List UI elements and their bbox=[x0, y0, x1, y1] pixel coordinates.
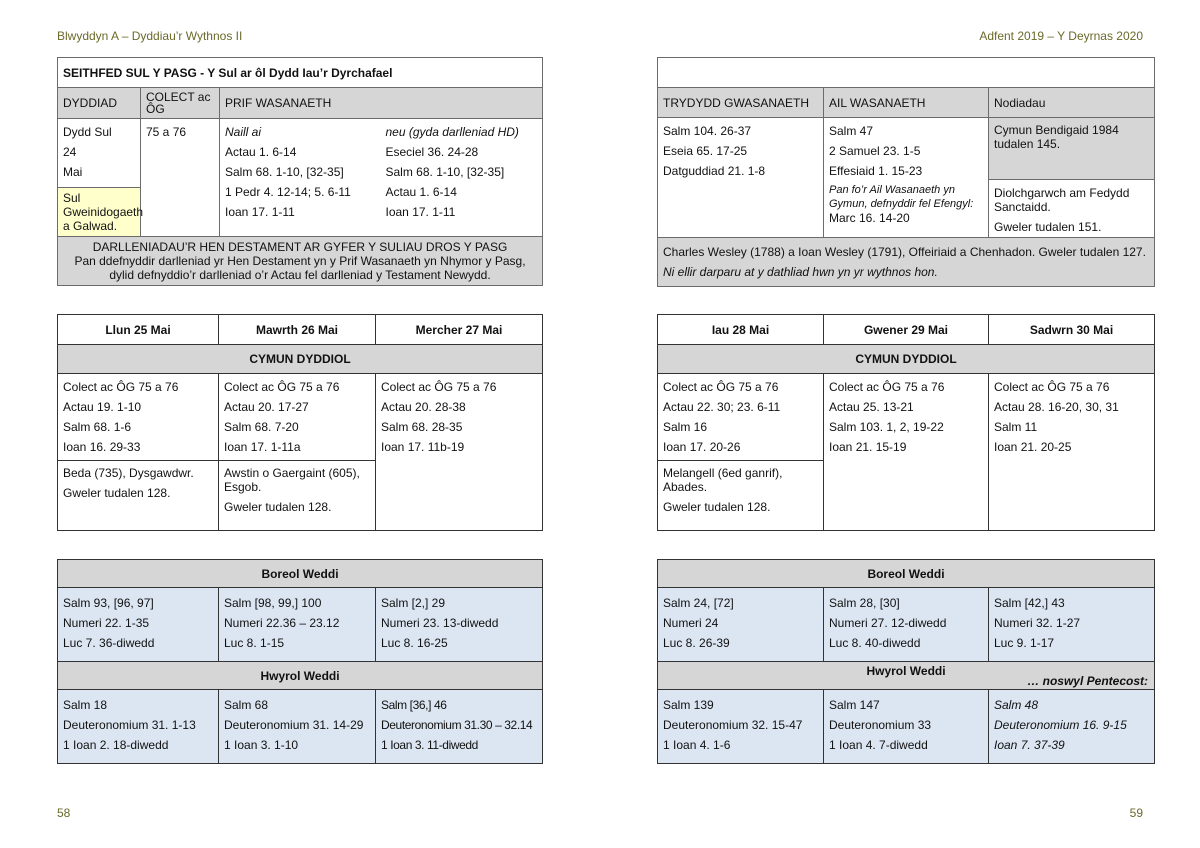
reading: Salm 18 bbox=[63, 698, 108, 712]
day-cell bbox=[219, 374, 376, 531]
second-service-gospel: Marc 16. 14-20 bbox=[829, 211, 910, 225]
day-cell bbox=[58, 374, 219, 531]
reading: Colect ac ÔG 75 a 76 bbox=[224, 380, 340, 394]
weekday-table-left bbox=[57, 314, 543, 531]
day-header: Llun 25 Mai bbox=[58, 315, 219, 345]
reading: Deuteronomium 31.30 – 32.14 bbox=[381, 718, 533, 732]
reading: Numeri 22. 1-35 bbox=[63, 616, 150, 630]
office-cell bbox=[989, 588, 1155, 662]
note-baptism-title: Diolchgarwch am Fedydd Sanctaidd. bbox=[994, 186, 1130, 214]
reading: Numeri 32. 1-27 bbox=[994, 616, 1081, 630]
commemoration-name: Awstin o Gaergaint (605), Esgob. bbox=[224, 466, 360, 494]
ot-note-text: Pan ddefnyddir darlleniad yr Hen Destament yn y Prif Wasanaeth yn Nhymor y Pasg, dylid defnyddio’r darlleniad o’r Actau fel darlleniad y Testament Newydd. bbox=[74, 254, 526, 282]
daily-eucharist-band: CYMUN DYDDIOL bbox=[58, 345, 543, 374]
reading: Datguddiad 21. 1-8 bbox=[663, 164, 766, 178]
col-header-notes: Nodiadau bbox=[989, 88, 1155, 118]
reading: Ioan 17. 1-11a bbox=[224, 440, 301, 454]
office-cell bbox=[658, 588, 824, 662]
commemoration-note bbox=[658, 460, 823, 519]
reading: Deuteronomium 32. 15-47 bbox=[663, 718, 803, 732]
morning-prayer-band: Boreol Weddi bbox=[658, 560, 1155, 588]
reading: Ioan 21. 15-19 bbox=[829, 440, 907, 454]
reading: Salm 68. 1-6 bbox=[63, 420, 132, 434]
day-header: Mawrth 26 Mai bbox=[219, 315, 376, 345]
notes-baptism bbox=[989, 180, 1155, 238]
commemoration-note: Ni ellir darparu at y dathliad hwn yn yr wythnos hon. bbox=[663, 265, 938, 279]
reading-option: Naill ai bbox=[225, 125, 262, 139]
col-header-collect: COLECT ac ÔG bbox=[141, 88, 220, 119]
reading: Eseciel 36. 24-28 bbox=[385, 145, 479, 159]
reading: Ioan 17. 11b-19 bbox=[381, 440, 465, 454]
day-line: Mai bbox=[63, 165, 83, 179]
reading: Colect ac ÔG 75 a 76 bbox=[63, 380, 179, 394]
evening-prayer-band: Hwyrol Weddi bbox=[58, 662, 543, 690]
reading: Numeri 23. 13-diwedd bbox=[381, 616, 499, 630]
reading: Actau 22. 30; 23. 6-11 bbox=[663, 400, 781, 414]
reading: 1 Ioan 2. 18-diwedd bbox=[63, 738, 169, 752]
reading-option: neu (gyda darlleniad HD) bbox=[385, 125, 519, 139]
col-header-day: DYDDIAD bbox=[58, 88, 141, 119]
reading: Deuteronomium 31. 1-13 bbox=[63, 718, 196, 732]
day-header: Iau 28 Mai bbox=[658, 315, 824, 345]
reading: Luc 8. 40-diwedd bbox=[829, 636, 921, 650]
office-cell bbox=[58, 588, 219, 662]
office-cell bbox=[824, 588, 989, 662]
reading: Ioan 17. 1-11 bbox=[385, 205, 456, 219]
col-header-third: TRYDYDD GWASANAETH bbox=[658, 88, 824, 118]
reading: 1 Ioan 3. 11-diwedd bbox=[381, 738, 478, 752]
reading: Colect ac ÔG 75 a 76 bbox=[381, 380, 497, 394]
day-line: 24 bbox=[63, 145, 77, 159]
reading: Colect ac ÔG 75 a 76 bbox=[829, 380, 945, 394]
reading: Actau 25. 13-21 bbox=[829, 400, 914, 414]
ot-readings-note bbox=[58, 237, 543, 286]
reading: Actau 1. 6-14 bbox=[225, 145, 297, 159]
reading: Colect ac ÔG 75 a 76 bbox=[994, 380, 1110, 394]
col-header-second: AIL WASANAETH bbox=[824, 88, 989, 118]
evening-prayer-band bbox=[658, 662, 1155, 690]
reading: Effesiaid 1. 15-23 bbox=[829, 164, 923, 178]
reading: Salm 68 bbox=[224, 698, 269, 712]
collect-value: 75 a 76 bbox=[146, 125, 187, 139]
office-cell bbox=[376, 588, 543, 662]
page-number-right: 59 bbox=[1129, 806, 1143, 820]
reading: Deuteronomium 31. 14-29 bbox=[224, 718, 364, 732]
sunday-title-blank bbox=[658, 58, 1155, 88]
day-cell bbox=[58, 119, 141, 188]
reading: Salm 68. 1-10, [32-35] bbox=[385, 165, 505, 179]
weekday-table-right bbox=[657, 314, 1155, 531]
commemoration-note bbox=[58, 460, 218, 505]
office-cell bbox=[376, 690, 543, 764]
reading: Salm 16 bbox=[663, 420, 708, 434]
second-service-cell bbox=[824, 118, 989, 238]
reading: Salm 68. 28-35 bbox=[381, 420, 463, 434]
main-readings-a bbox=[220, 119, 381, 237]
commemoration-name: Melangell (6ed ganrif), Abades. bbox=[663, 466, 783, 494]
running-head-right: Adfent 2019 – Y Deyrnas 2020 bbox=[979, 29, 1143, 43]
reading: 1 Ioan 4. 1-6 bbox=[663, 738, 731, 752]
office-cell bbox=[989, 690, 1155, 764]
reading: Eseia 65. 17-25 bbox=[663, 144, 748, 158]
reading: Actau 28. 16-20, 30, 31 bbox=[994, 400, 1119, 414]
page-number-left: 58 bbox=[57, 806, 71, 820]
daily-eucharist-band: CYMUN DYDDIOL bbox=[658, 345, 1155, 374]
running-head-left: Blwyddyn A – Dyddiau’r Wythnos II bbox=[57, 29, 243, 43]
day-line: Dydd Sul bbox=[63, 125, 112, 139]
morning-prayer-band: Boreol Weddi bbox=[58, 560, 543, 588]
reading: Salm 48 bbox=[994, 698, 1039, 712]
reading: Salm 11 bbox=[994, 420, 1038, 434]
commemoration-cell bbox=[658, 238, 1155, 287]
reading: Luc 9. 1-17 bbox=[994, 636, 1055, 650]
reading: Luc 8. 1-15 bbox=[224, 636, 285, 650]
main-readings-b bbox=[381, 119, 543, 237]
reading: Numeri 27. 12-diwedd bbox=[829, 616, 947, 630]
day-cell bbox=[658, 374, 824, 531]
reading: Salm 24, [72] bbox=[663, 596, 734, 610]
col-header-main: PRIF WASANAETH bbox=[220, 88, 543, 119]
office-cell bbox=[824, 690, 989, 764]
reading: Salm 28, [30] bbox=[829, 596, 900, 610]
note-baptism-ref: Gweler tudalen 151. bbox=[994, 220, 1102, 234]
day-cell bbox=[824, 374, 989, 531]
reading: Colect ac ÔG 75 a 76 bbox=[663, 380, 779, 394]
reading: Actau 20. 28-38 bbox=[381, 400, 466, 414]
reading: 1 Ioan 4. 7-diwedd bbox=[829, 738, 928, 752]
ot-note-title: DARLLENIADAU’R HEN DESTAMENT AR GYFER Y SULIAU DROS Y PASG bbox=[92, 240, 508, 254]
reading: Ioan 7. 37-39 bbox=[994, 738, 1065, 752]
pentecost-eve-note: … noswyl Pentecost: bbox=[1027, 674, 1148, 688]
day-cell bbox=[989, 374, 1155, 531]
reading: Salm 68. 1-10, [32-35] bbox=[225, 165, 344, 179]
reading: Ioan 16. 29-33 bbox=[63, 440, 141, 454]
reading: Salm [2,] 29 bbox=[381, 596, 446, 610]
collect-cell bbox=[141, 119, 220, 237]
reading: Numeri 22.36 – 23.12 bbox=[224, 616, 340, 630]
reading: Salm [36,] 46 bbox=[381, 698, 447, 712]
reading: Salm 93, [96, 97] bbox=[63, 596, 154, 610]
reading: Ioan 21. 20-25 bbox=[994, 440, 1072, 454]
reading: Luc 7. 36-diwedd bbox=[63, 636, 155, 650]
reading: Salm 103. 1, 2, 19-22 bbox=[829, 420, 944, 434]
reading: Deuteronomium 16. 9-15 bbox=[994, 718, 1127, 732]
notes-eucharist: Cymun Bendigaid 1984 tudalen 145. bbox=[989, 118, 1155, 180]
commemoration-text: Charles Wesley (1788) a Ioan Wesley (1791), Offeiriaid a Chenhadon. Gweler tudalen 127. bbox=[663, 245, 1146, 259]
day-cell bbox=[376, 374, 543, 531]
office-table-left bbox=[57, 559, 543, 764]
reading: 1 Pedr 4. 12-14; 5. 6-11 bbox=[225, 185, 351, 199]
evening-prayer-title: Hwyrol Weddi bbox=[866, 664, 946, 678]
reading: 2 Samuel 23. 1-5 bbox=[829, 144, 921, 158]
reading: Salm 139 bbox=[663, 698, 714, 712]
reading: Salm 47 bbox=[829, 124, 874, 138]
reading: Salm [98, 99,] 100 bbox=[224, 596, 322, 610]
office-cell bbox=[658, 690, 824, 764]
commemoration-ref: Gweler tudalen 128. bbox=[224, 500, 332, 514]
reading: Luc 8. 16-25 bbox=[381, 636, 448, 650]
reading: Actau 1. 6-14 bbox=[385, 185, 457, 199]
reading: Salm 68. 7-20 bbox=[224, 420, 299, 434]
second-service-note: Pan fo’r Ail Wasanaeth yn Gymun, defnyddir fel Efengyl: bbox=[829, 184, 974, 210]
commemoration-note bbox=[219, 460, 375, 519]
day-header: Mercher 27 Mai bbox=[376, 315, 543, 345]
reading: Luc 8. 26-39 bbox=[663, 636, 730, 650]
reading: Numeri 24 bbox=[663, 616, 719, 630]
sunday-title: SEITHFED SUL Y PASG - Y Sul ar ôl Dydd Iau’r Dyrchafael bbox=[58, 58, 543, 88]
office-cell bbox=[219, 690, 376, 764]
sunday-table-right bbox=[657, 57, 1155, 287]
office-cell bbox=[58, 690, 219, 764]
office-cell bbox=[219, 588, 376, 662]
commemoration-name: Beda (735), Dysgawdwr. bbox=[63, 466, 194, 480]
reading: Salm [42,] 43 bbox=[994, 596, 1065, 610]
commemoration-ref: Gweler tudalen 128. bbox=[63, 486, 171, 500]
commemoration-ref: Gweler tudalen 128. bbox=[663, 500, 771, 514]
reading: Salm 147 bbox=[829, 698, 880, 712]
office-table-right bbox=[657, 559, 1155, 764]
day-header: Gwener 29 Mai bbox=[824, 315, 989, 345]
reading: Ioan 17. 1-11 bbox=[225, 205, 295, 219]
reading: Salm 104. 26-37 bbox=[663, 124, 752, 138]
day-header: Sadwrn 30 Mai bbox=[989, 315, 1155, 345]
reading: 1 Ioan 3. 1-10 bbox=[224, 738, 299, 752]
reading: Ioan 17. 20-26 bbox=[663, 440, 741, 454]
sunday-label: Sul Gweinidogaeth a Galwad. bbox=[58, 188, 141, 237]
third-service-cell bbox=[658, 118, 824, 238]
reading: Deuteronomium 33 bbox=[829, 718, 932, 732]
reading: Actau 20. 17-27 bbox=[224, 400, 309, 414]
reading: Actau 19. 1-10 bbox=[63, 400, 142, 414]
sunday-table-left bbox=[57, 57, 543, 286]
